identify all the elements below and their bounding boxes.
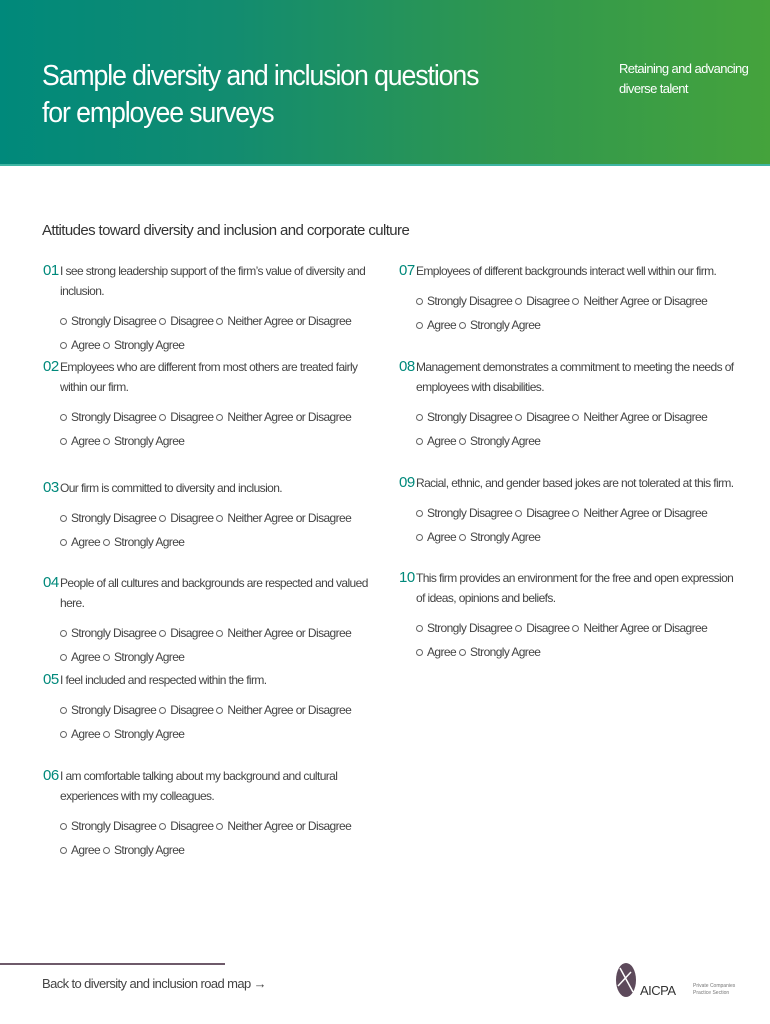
answer-option-radio[interactable] (60, 338, 100, 352)
radio-circle-icon (60, 847, 67, 854)
answer-options (416, 616, 739, 664)
answer-option-radio[interactable] (60, 535, 100, 549)
radio-circle-icon (515, 414, 522, 421)
question-number: 08 (399, 358, 415, 375)
answer-option-radio[interactable] (60, 626, 156, 640)
option-label: Strongly Disagree (427, 410, 513, 424)
answer-option-radio[interactable] (515, 410, 569, 424)
answer-options (60, 621, 383, 669)
page-subtitle (619, 59, 748, 99)
survey-question-10 (399, 568, 739, 664)
answer-option-radio[interactable] (103, 535, 184, 549)
option-label: Agree (71, 843, 101, 857)
radio-circle-icon (103, 654, 110, 661)
option-label: Disagree (170, 819, 214, 833)
answer-option-radio[interactable] (572, 294, 707, 308)
option-label: Strongly Agree (114, 434, 185, 448)
answer-option-radio[interactable] (159, 819, 213, 833)
radio-circle-icon (416, 414, 423, 421)
option-label: Disagree (526, 294, 570, 308)
answer-option-radio[interactable] (103, 434, 184, 448)
answer-option-radio[interactable] (60, 511, 156, 525)
option-label: Disagree (170, 703, 214, 717)
survey-question-02 (43, 357, 383, 453)
answer-option-radio[interactable] (515, 294, 569, 308)
answer-option-radio[interactable] (416, 621, 512, 635)
answer-option-radio[interactable] (159, 410, 213, 424)
radio-circle-icon (459, 534, 466, 541)
option-label: Strongly Agree (470, 434, 541, 448)
radio-circle-icon (60, 539, 67, 546)
option-label: Strongly Agree (470, 318, 541, 332)
answer-option-radio[interactable] (60, 434, 100, 448)
option-label: Neither Agree or Disagree (227, 511, 352, 525)
title-line-1: Sample diversity and inclusion questions (42, 60, 479, 92)
answer-option-radio[interactable] (416, 410, 512, 424)
answer-option-radio[interactable] (572, 506, 707, 520)
option-label: Agree (71, 650, 101, 664)
option-label: Strongly Disagree (427, 506, 513, 520)
radio-circle-icon (60, 438, 67, 445)
option-label: Strongly Agree (470, 530, 541, 544)
question-number: 07 (399, 262, 415, 279)
answer-options (416, 289, 739, 337)
question-text: I am comfortable talking about my background and cultural experiences with my colleagues. (60, 769, 338, 803)
radio-circle-icon (216, 630, 223, 637)
option-label: Disagree (526, 621, 570, 635)
answer-option-radio[interactable] (60, 314, 156, 328)
radio-circle-icon (416, 625, 423, 632)
answer-option-radio[interactable] (515, 506, 569, 520)
radio-circle-icon (103, 438, 110, 445)
title-line-2: for employee surveys (42, 97, 274, 129)
answer-option-radio[interactable] (159, 511, 213, 525)
survey-question-07 (399, 261, 739, 337)
radio-circle-icon (60, 630, 67, 637)
option-label: Strongly Agree (114, 338, 185, 352)
option-label: Strongly Agree (114, 727, 185, 741)
answer-option-radio[interactable] (459, 530, 540, 544)
question-text: Management demonstrates a commitment to meeting the needs of employees with disabilities. (416, 360, 734, 394)
radio-circle-icon (459, 322, 466, 329)
option-label: Agree (427, 318, 457, 332)
radio-circle-icon (459, 438, 466, 445)
aicpa-logo-text: AICPA (640, 983, 676, 998)
radio-circle-icon (459, 649, 466, 656)
answer-option-radio[interactable] (216, 410, 351, 424)
radio-circle-icon (572, 414, 579, 421)
radio-circle-icon (60, 515, 67, 522)
question-text: Employees who are different from most others are treated fairly within our firm. (60, 360, 358, 394)
page-title (42, 58, 478, 132)
option-label: Agree (71, 338, 101, 352)
subtitle-line-1: Retaining and advancing (619, 61, 749, 76)
option-label: Neither Agree or Disagree (227, 314, 352, 328)
option-label: Agree (427, 434, 457, 448)
answer-options (416, 405, 739, 453)
answer-option-radio[interactable] (459, 434, 540, 448)
option-label: Strongly Disagree (71, 819, 157, 833)
option-label: Disagree (170, 626, 214, 640)
question-number: 02 (43, 358, 59, 375)
radio-circle-icon (515, 510, 522, 517)
option-label: Neither Agree or Disagree (583, 294, 708, 308)
radio-circle-icon (416, 534, 423, 541)
option-label: Neither Agree or Disagree (227, 819, 352, 833)
option-label: Agree (71, 434, 101, 448)
option-label: Strongly Disagree (71, 511, 157, 525)
question-number: 10 (399, 569, 415, 586)
answer-option-radio[interactable] (60, 727, 100, 741)
option-label: Strongly Agree (470, 645, 541, 659)
option-label: Agree (71, 535, 101, 549)
option-label: Disagree (170, 511, 214, 525)
survey-question-05 (43, 670, 383, 746)
radio-circle-icon (60, 823, 67, 830)
survey-question-03 (43, 478, 383, 554)
question-text: I see strong leadership support of the firm’s value of diversity and inclusion. (60, 264, 366, 298)
option-label: Disagree (170, 314, 214, 328)
answer-option-radio[interactable] (572, 410, 707, 424)
radio-circle-icon (159, 707, 166, 714)
footer-divider (0, 963, 225, 965)
answer-options (60, 506, 383, 554)
answer-option-radio[interactable] (572, 621, 707, 635)
survey-question-09 (399, 473, 739, 549)
question-text: This firm provides an environment for the free and open expression of ideas, opinions and beliefs. (416, 571, 734, 605)
radio-circle-icon (159, 414, 166, 421)
answer-option-radio[interactable] (103, 650, 184, 664)
question-text: Our firm is committed to diversity and inclusion. (60, 481, 283, 495)
back-to-road-map-link[interactable]: Back to diversity and inclusion road map → (42, 976, 267, 991)
radio-circle-icon (216, 515, 223, 522)
radio-circle-icon (60, 654, 67, 661)
question-text: Employees of different backgrounds interact well within our firm. (416, 264, 717, 278)
radio-circle-icon (216, 318, 223, 325)
option-label: Agree (71, 727, 101, 741)
answer-options (60, 814, 383, 862)
subtitle-line-2: diverse talent (619, 81, 688, 96)
radio-circle-icon (515, 625, 522, 632)
radio-circle-icon (60, 342, 67, 349)
radio-circle-icon (103, 731, 110, 738)
answer-option-radio[interactable] (60, 410, 156, 424)
answer-option-radio[interactable] (459, 645, 540, 659)
question-number: 01 (43, 262, 59, 279)
question-text: Racial, ethnic, and gender based jokes are not tolerated at this firm. (416, 476, 734, 490)
answer-option-radio[interactable] (459, 318, 540, 332)
answer-option-radio[interactable] (416, 506, 512, 520)
radio-circle-icon (572, 625, 579, 632)
option-label: Disagree (170, 410, 214, 424)
answer-option-radio[interactable] (416, 530, 456, 544)
radio-circle-icon (216, 414, 223, 421)
answer-options (416, 501, 739, 549)
option-label: Neither Agree or Disagree (227, 703, 352, 717)
answer-option-radio[interactable] (416, 318, 456, 332)
radio-circle-icon (416, 438, 423, 445)
answer-option-radio[interactable] (103, 727, 184, 741)
question-number: 06 (43, 767, 59, 784)
survey-question-06 (43, 766, 383, 862)
option-label: Strongly Agree (114, 535, 185, 549)
option-label: Strongly Agree (114, 843, 185, 857)
radio-circle-icon (60, 414, 67, 421)
answer-option-radio[interactable] (216, 703, 351, 717)
radio-circle-icon (103, 539, 110, 546)
radio-circle-icon (60, 318, 67, 325)
radio-circle-icon (60, 707, 67, 714)
radio-circle-icon (103, 342, 110, 349)
survey-question-08 (399, 357, 739, 453)
section-title: Attitudes toward diversity and inclusion and corporate culture (42, 222, 410, 239)
question-number: 03 (43, 479, 59, 496)
radio-circle-icon (572, 298, 579, 305)
answer-option-radio[interactable] (416, 294, 512, 308)
option-label: Disagree (526, 506, 570, 520)
question-number: 09 (399, 474, 415, 491)
option-label: Strongly Disagree (427, 621, 513, 635)
option-label: Neither Agree or Disagree (583, 506, 708, 520)
answer-option-radio[interactable] (103, 843, 184, 857)
question-text: I feel included and respected within the firm. (60, 673, 267, 687)
answer-option-radio[interactable] (159, 703, 213, 717)
answer-option-radio[interactable] (216, 314, 351, 328)
answer-option-radio[interactable] (60, 650, 100, 664)
answer-options (60, 405, 383, 453)
option-label: Strongly Agree (114, 650, 185, 664)
radio-circle-icon (159, 318, 166, 325)
practice-section-label (693, 983, 735, 997)
option-label: Strongly Disagree (427, 294, 513, 308)
radio-circle-icon (60, 731, 67, 738)
answer-option-radio[interactable] (60, 819, 156, 833)
answer-options (60, 698, 383, 746)
option-label: Agree (427, 645, 457, 659)
answer-option-radio[interactable] (159, 314, 213, 328)
option-label: Strongly Disagree (71, 410, 157, 424)
option-label: Neither Agree or Disagree (227, 626, 352, 640)
radio-circle-icon (416, 510, 423, 517)
answer-option-radio[interactable] (515, 621, 569, 635)
answer-option-radio[interactable] (216, 626, 351, 640)
answer-option-radio[interactable] (103, 338, 184, 352)
radio-circle-icon (103, 847, 110, 854)
survey-question-01 (43, 261, 383, 357)
section-line-1: Private Companies (693, 983, 736, 989)
answer-option-radio[interactable] (416, 434, 456, 448)
question-text: People of all cultures and backgrounds are respected and valued here. (60, 576, 368, 610)
radio-circle-icon (216, 707, 223, 714)
question-number: 05 (43, 671, 59, 688)
radio-circle-icon (159, 823, 166, 830)
survey-question-04 (43, 573, 383, 669)
radio-circle-icon (159, 515, 166, 522)
radio-circle-icon (416, 322, 423, 329)
question-number: 04 (43, 574, 59, 591)
answer-option-radio[interactable] (216, 819, 351, 833)
banner-divider (0, 164, 770, 166)
answer-option-radio[interactable] (216, 511, 351, 525)
radio-circle-icon (416, 649, 423, 656)
answer-option-radio[interactable] (159, 626, 213, 640)
option-label: Strongly Disagree (71, 314, 157, 328)
option-label: Agree (427, 530, 457, 544)
answer-option-radio[interactable] (60, 843, 100, 857)
option-label: Disagree (526, 410, 570, 424)
radio-circle-icon (159, 630, 166, 637)
answer-option-radio[interactable] (60, 703, 156, 717)
radio-circle-icon (515, 298, 522, 305)
option-label: Neither Agree or Disagree (227, 410, 352, 424)
answer-option-radio[interactable] (416, 645, 456, 659)
answer-options (60, 309, 383, 357)
option-label: Neither Agree or Disagree (583, 621, 708, 635)
radio-circle-icon (216, 823, 223, 830)
radio-circle-icon (572, 510, 579, 517)
option-label: Strongly Disagree (71, 703, 157, 717)
radio-circle-icon (416, 298, 423, 305)
section-line-2: Practice Section (693, 990, 730, 996)
option-label: Strongly Disagree (71, 626, 157, 640)
option-label: Neither Agree or Disagree (583, 410, 708, 424)
